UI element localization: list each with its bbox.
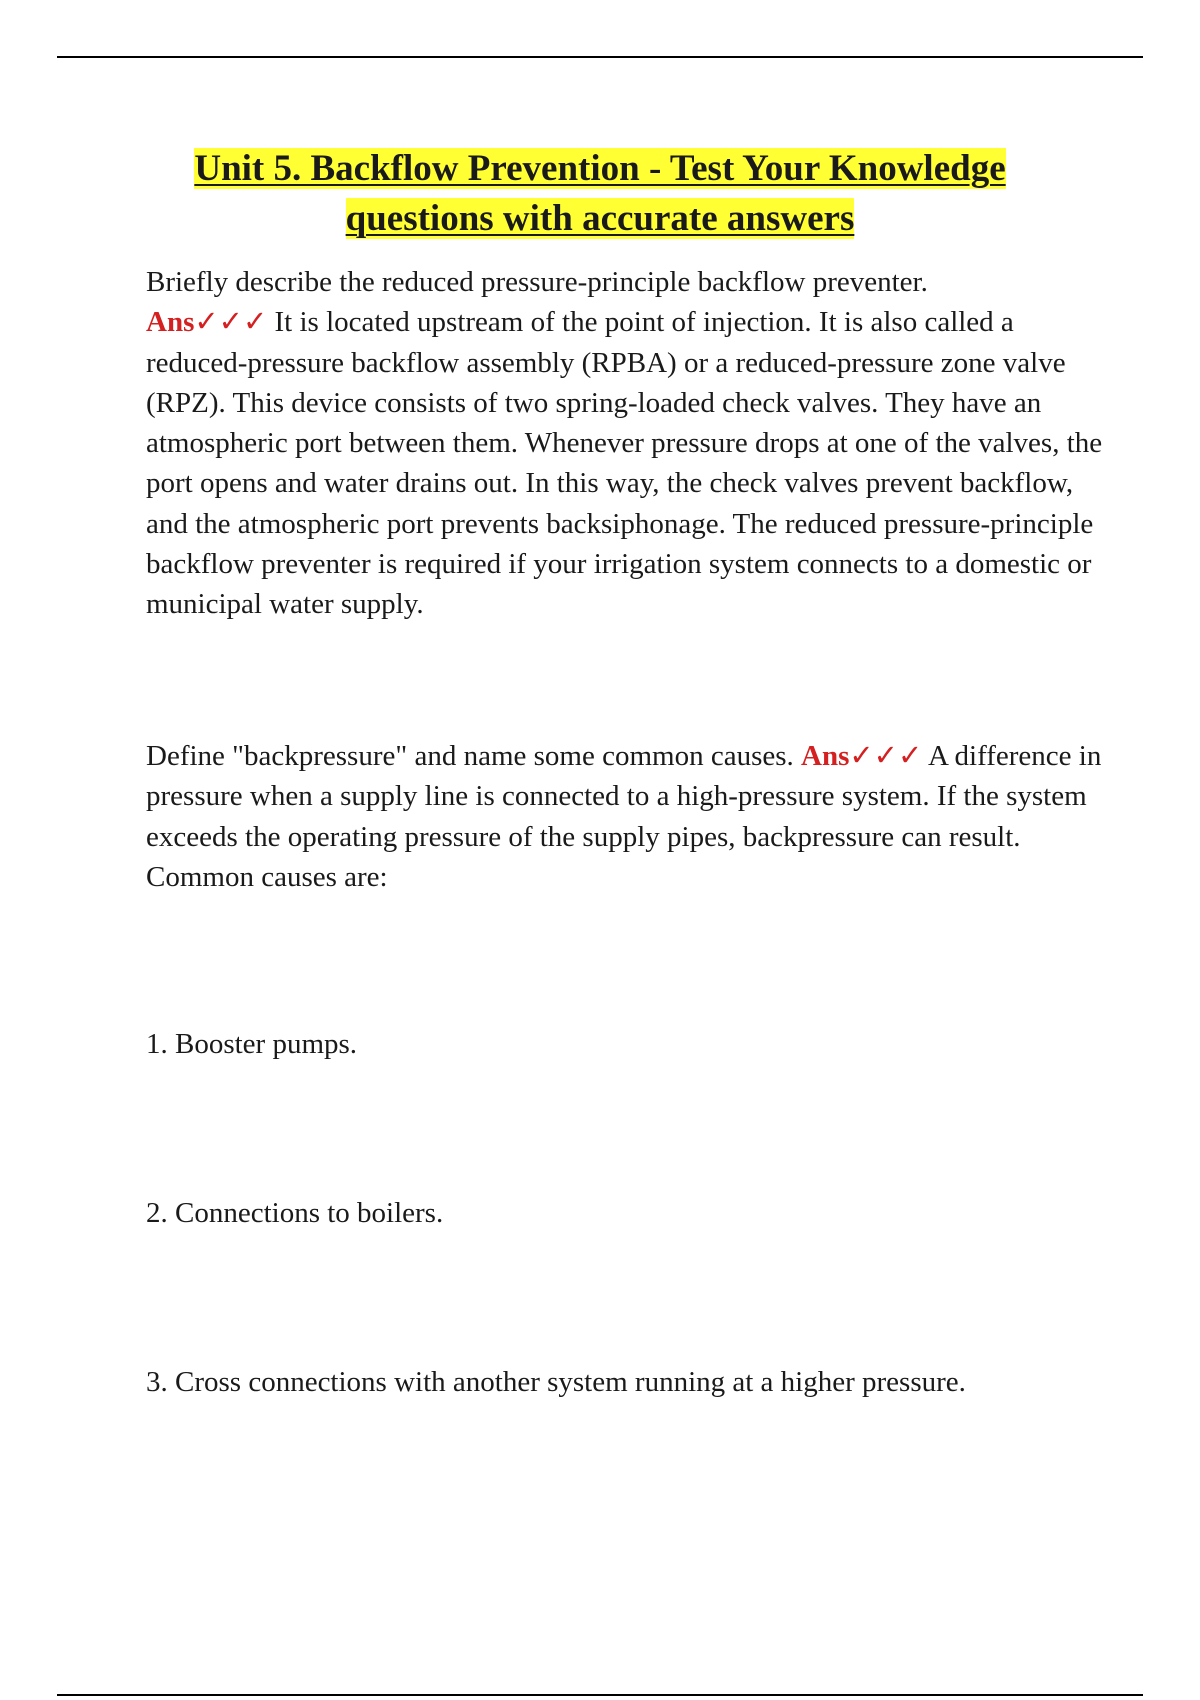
- checkmarks-icon: ✓✓✓: [194, 306, 268, 339]
- qa-block-2: [146, 736, 1106, 897]
- answer-text: It is located upstream of the point of injection. It is also called a reduced-pressure backflow assembly (RPBA) or a reduced-pressure zone valve (RPZ). This device consists of two spring-loaded check valves. They have an atmospheric port between them. Whenever pressure drops at one of the valves, the port opens and water drains out. In this way, the check valves prevent backflow, and the atmospheric port prevents backsiphonage. The reduced pressure-principle backflow preventer is required if your irrigation system connects to a domestic or municipal water supply.: [146, 306, 1103, 621]
- checkmarks-icon: ✓✓✓: [849, 740, 923, 772]
- list-item: 2. Connections to boilers.: [146, 1197, 444, 1229]
- top-divider: [57, 56, 1143, 58]
- answer-text: A difference in pressure when a supply line is connected to a high-pressure system. If the system exceeds the operating pressure of the supply pipes, backpressure can result. Common causes are:: [146, 740, 1102, 893]
- list-item: 3. Cross connections with another system running at a higher pressure.: [146, 1366, 966, 1398]
- title-line-1: Unit 5. Backflow Prevention - Test Your Knowledge: [194, 148, 1006, 189]
- answer-label: Ans: [801, 740, 850, 772]
- answer-label: Ans: [146, 306, 195, 339]
- qa-block-1: [146, 262, 1106, 625]
- list-item: 1. Booster pumps.: [146, 1028, 358, 1060]
- document-title: [100, 144, 1100, 244]
- title-line-2: questions with accurate answers: [345, 198, 855, 239]
- question-text: Define "backpressure" and name some common causes.: [146, 740, 794, 772]
- bottom-divider: [57, 1694, 1143, 1696]
- question-text: Briefly describe the reduced pressure-principle backflow preventer.: [146, 266, 928, 298]
